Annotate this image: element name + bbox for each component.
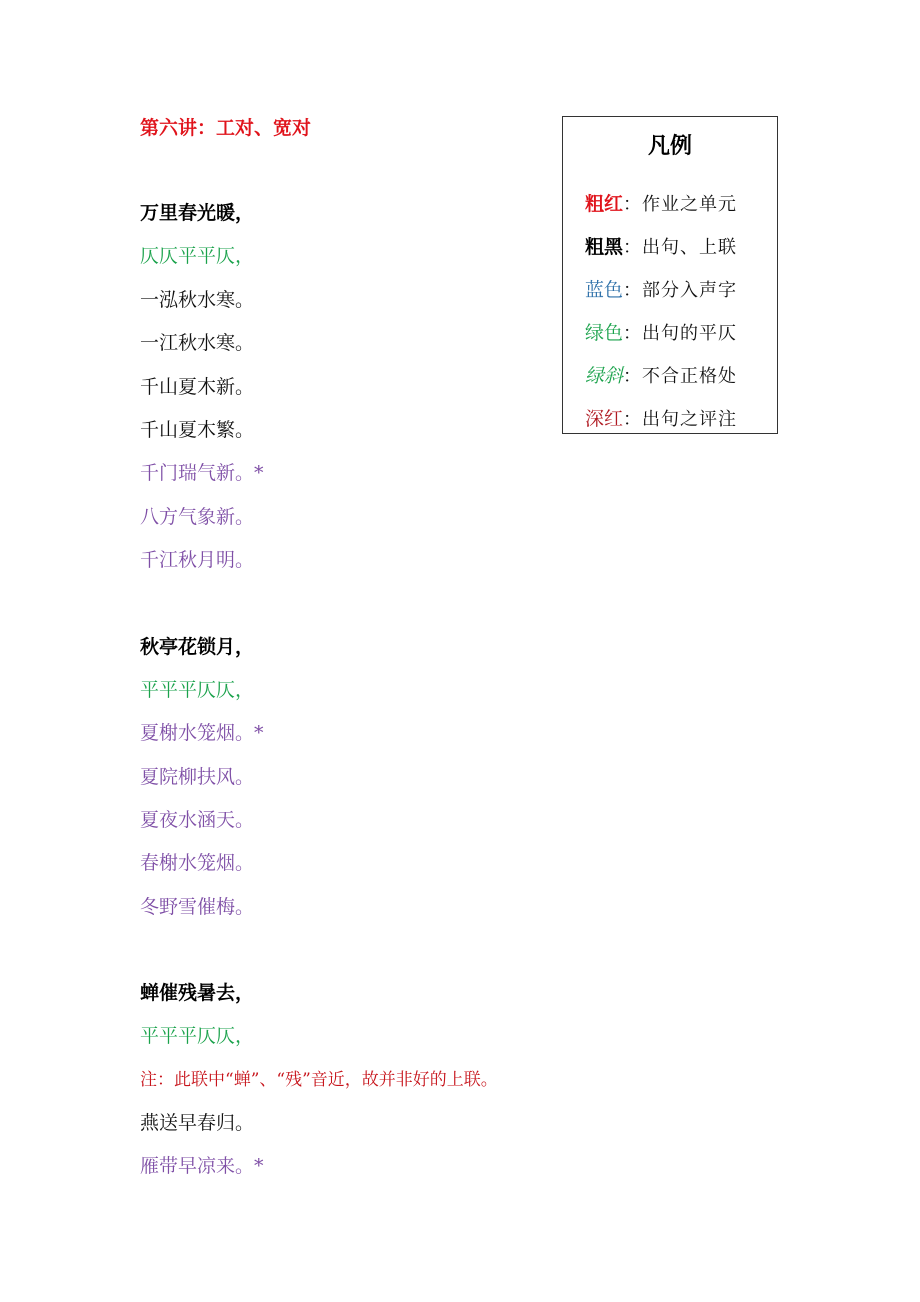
legend-value: ：出句之评注 [623, 409, 738, 430]
answer-line: 千门瑞气新。* [140, 462, 264, 484]
legend-row [585, 275, 737, 302]
legend-value: ：作业之单元 [623, 194, 738, 215]
tone-pattern: 仄仄平平仄， [140, 245, 255, 267]
answer-line: 夏夜水涵天。 [140, 809, 255, 831]
answer-line: 春榭水笼烟。 [140, 852, 255, 874]
commentary-note: 注：此联中“蝉”、“残”音近，故并非好的上联。 [140, 1070, 498, 1090]
answer-line: 千山夏木新。 [140, 376, 255, 398]
legend-row [585, 189, 737, 216]
legend-key: 绿色 [585, 322, 624, 344]
couplet-heading: 万里春光暖， [140, 202, 255, 224]
legend-row [585, 232, 737, 259]
tone-pattern: 平平平仄仄， [140, 1025, 255, 1047]
couplet-heading: 蝉催残暑去， [140, 982, 255, 1004]
legend-value: ：出句的平仄 [623, 323, 738, 344]
legend-row [585, 318, 737, 345]
answer-line: 雁带早凉来。* [140, 1155, 264, 1177]
legend-value: ：部分入声字 [623, 280, 738, 301]
legend-key: 绿斜 [585, 365, 624, 387]
answer-line: 夏院柳扶风。 [140, 766, 255, 788]
legend-key: 粗黑 [585, 236, 624, 258]
answer-line: 夏榭水笼烟。* [140, 722, 264, 744]
legend-value: ：不合正格处 [623, 366, 738, 387]
answer-line: 八方气象新。 [140, 506, 255, 528]
lesson-title: 第六讲：工对、宽对 [140, 117, 312, 139]
legend-row [585, 404, 737, 431]
answer-line: 冬野雪催梅。 [140, 896, 255, 918]
answer-line: 千江秋月明。 [140, 549, 255, 571]
legend-value: ：出句、上联 [623, 237, 738, 258]
couplet-heading: 秋亭花锁月， [140, 636, 255, 658]
answer-line: 千山夏木繁。 [140, 419, 255, 441]
legend-key: 蓝色 [585, 279, 624, 301]
answer-line: 一江秋水寒。 [140, 332, 255, 354]
answer-line: 燕送早春归。 [140, 1112, 255, 1134]
legend-title: 凡例 [647, 133, 692, 159]
legend-box [562, 116, 778, 434]
answer-line: 一泓秋水寒。 [140, 289, 255, 311]
tone-pattern: 平平平仄仄， [140, 679, 255, 701]
legend-key: 粗红 [585, 193, 624, 215]
legend-row [585, 361, 737, 388]
legend-key: 深红 [585, 408, 624, 430]
